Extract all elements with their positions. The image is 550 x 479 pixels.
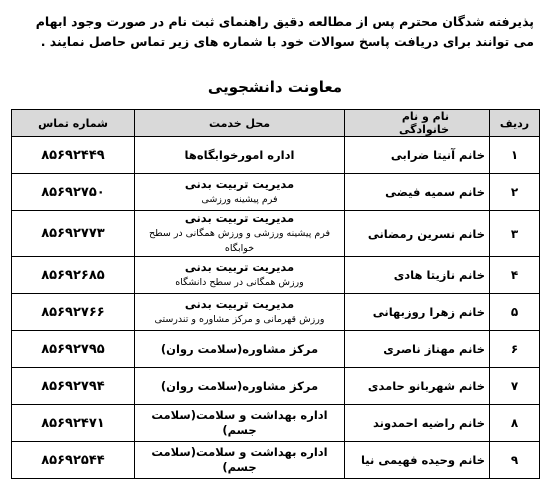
row-name: خانم آنیتا ضرابی — [345, 137, 490, 174]
header-phone: شماره تماس — [12, 110, 135, 137]
place-detail: ورزش همگانی در سطح دانشگاه — [175, 277, 304, 288]
row-phone: ۸۵۶۹۲۴۴۹ — [12, 137, 135, 174]
row-name: خانم زهرا روزبهانی — [345, 294, 490, 331]
place-detail: فرم پیشینه ورزشی — [201, 194, 278, 205]
place-main: مدیریت تربیت بدنی — [184, 211, 295, 225]
row-place — [135, 368, 345, 405]
table-row — [12, 294, 540, 331]
row-name: خانم وحیده فهیمی نیا — [345, 442, 490, 479]
row-index: ۵ — [490, 294, 540, 331]
place-main: اداره امورخوابگاه‌ها — [184, 147, 295, 162]
row-phone: ۸۵۶۹۲۴۷۱ — [12, 405, 135, 442]
row-place — [135, 174, 345, 211]
intro-paragraph: پذیرفته شدگان محترم پس از مطالعه دقیق راهنمای ثبت نام در صورت وجود ابهام می توانند برای دریافت پاسخ سوالات خود با شماره های زیر تماس حاصل نمایند . — [35, 14, 534, 49]
table-header-row — [12, 110, 540, 137]
place-detail: ورزش قهرمانی و مرکز مشاوره و تندرستی — [154, 314, 325, 325]
row-index: ۴ — [490, 257, 540, 294]
row-place — [135, 331, 345, 368]
place-main: اداره بهداشت و سلامت(سلامت جسم) — [151, 408, 328, 437]
place-detail: فرم پیشینه ورزشی و ورزش همگانی در سطح خوابگاه — [148, 228, 331, 254]
row-phone: ۸۵۶۹۲۷۹۵ — [12, 331, 135, 368]
place-main: مدیریت تربیت بدنی — [184, 297, 295, 311]
row-name: خانم مهناز ناصری — [345, 331, 490, 368]
row-name: خانم راضیه احمدوند — [345, 405, 490, 442]
row-phone: ۸۵۶۹۲۷۵۰ — [12, 174, 135, 211]
row-index: ۷ — [490, 368, 540, 405]
place-main: اداره بهداشت و سلامت(سلامت جسم) — [151, 445, 328, 474]
contacts-table — [11, 109, 540, 479]
header-name: نام و نام خانوادگی — [345, 110, 490, 137]
row-place — [135, 442, 345, 479]
row-place — [135, 211, 345, 257]
row-phone: ۸۵۶۹۲۷۹۴ — [12, 368, 135, 405]
row-phone: ۸۵۶۹۲۷۷۳ — [12, 211, 135, 257]
row-index: ۸ — [490, 405, 540, 442]
row-place — [135, 294, 345, 331]
row-name: خانم نسرین رمضانی — [345, 211, 490, 257]
header-place: محل خدمت — [135, 110, 345, 137]
row-phone: ۸۵۶۹۲۵۴۴ — [12, 442, 135, 479]
table-row — [12, 137, 540, 174]
row-index: ۲ — [490, 174, 540, 211]
table-row — [12, 174, 540, 211]
header-index: ردیف — [490, 110, 540, 137]
row-name: خانم شهربانو حامدی — [345, 368, 490, 405]
row-name: خانم سمیه فیضی — [345, 174, 490, 211]
row-name: خانم نازیتا هادی — [345, 257, 490, 294]
place-main: مدیریت تربیت بدنی — [184, 260, 295, 274]
row-place — [135, 257, 345, 294]
section-title: معاونت دانشجویی — [207, 78, 343, 96]
row-phone: ۸۵۶۹۲۷۶۶ — [12, 294, 135, 331]
place-main: مرکز مشاوره(سلامت روان) — [160, 341, 319, 356]
table-row — [12, 257, 540, 294]
table-row — [12, 442, 540, 479]
row-index: ۶ — [490, 331, 540, 368]
table-row — [12, 331, 540, 368]
row-place — [135, 405, 345, 442]
table-row — [12, 211, 540, 257]
table-row — [12, 368, 540, 405]
row-index: ۳ — [490, 211, 540, 257]
place-main: مدیریت تربیت بدنی — [184, 177, 295, 191]
row-index: ۹ — [490, 442, 540, 479]
row-phone: ۸۵۶۹۲۶۸۵ — [12, 257, 135, 294]
row-index: ۱ — [490, 137, 540, 174]
row-place — [135, 137, 345, 174]
place-main: مرکز مشاوره(سلامت روان) — [160, 378, 319, 393]
table-row — [12, 405, 540, 442]
